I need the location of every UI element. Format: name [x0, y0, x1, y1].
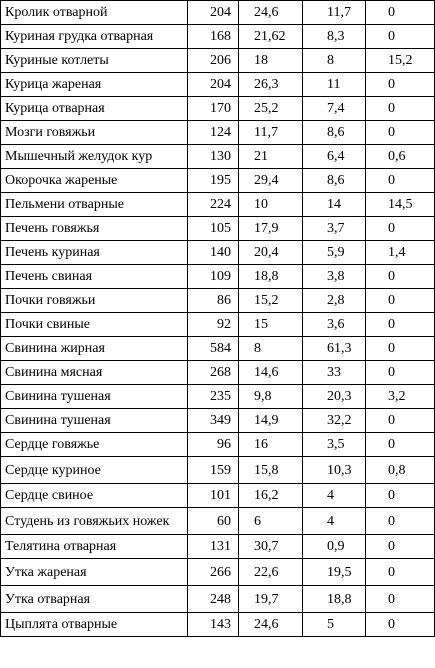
fat-cell: 5,9	[303, 241, 366, 265]
fat-cell: 61,3	[303, 337, 366, 361]
carbs-cell: 0	[366, 1, 435, 25]
carbs-cell: 0	[366, 73, 435, 97]
table-row	[1, 409, 435, 433]
protein-cell: 14,9	[239, 409, 303, 433]
protein-cell: 15	[239, 313, 303, 337]
food-name-cell: Телятина отварная	[1, 535, 188, 559]
calories-cell: 140	[188, 241, 239, 265]
table-row	[1, 385, 435, 409]
protein-cell: 26,3	[239, 73, 303, 97]
food-name-cell: Свинина мясная	[1, 361, 188, 385]
calories-cell: 349	[188, 409, 239, 433]
food-name-cell: Сердце куриное	[1, 457, 188, 484]
food-name-cell: Курица отварная	[1, 97, 188, 121]
table-row	[1, 337, 435, 361]
table-row	[1, 145, 435, 169]
food-name-cell: Мозги говяжьи	[1, 121, 188, 145]
protein-cell: 25,2	[239, 97, 303, 121]
table-row	[1, 508, 435, 535]
table-row	[1, 241, 435, 265]
carbs-cell: 0	[366, 217, 435, 241]
food-name-cell: Утка жареная	[1, 559, 188, 586]
protein-cell: 15,2	[239, 289, 303, 313]
food-name-cell: Печень свиная	[1, 265, 188, 289]
fat-cell: 11,7	[303, 1, 366, 25]
calories-cell: 268	[188, 361, 239, 385]
protein-cell: 8	[239, 337, 303, 361]
carbs-cell: 0,6	[366, 145, 435, 169]
carbs-cell: 0,8	[366, 457, 435, 484]
table-row	[1, 313, 435, 337]
calories-cell: 130	[188, 145, 239, 169]
fat-cell: 4	[303, 508, 366, 535]
carbs-cell: 0	[366, 508, 435, 535]
calories-cell: 60	[188, 508, 239, 535]
food-name-cell: Куриные котлеты	[1, 49, 188, 73]
food-name-cell: Свинина жирная	[1, 337, 188, 361]
protein-cell: 16	[239, 433, 303, 457]
carbs-cell: 0	[366, 535, 435, 559]
table-row	[1, 559, 435, 586]
carbs-cell: 0	[366, 559, 435, 586]
calories-cell: 101	[188, 484, 239, 508]
table-row	[1, 49, 435, 73]
table-row	[1, 484, 435, 508]
calories-cell: 168	[188, 25, 239, 49]
calories-cell: 96	[188, 433, 239, 457]
carbs-cell: 0	[366, 484, 435, 508]
fat-cell: 8,6	[303, 169, 366, 193]
carbs-cell: 0	[366, 586, 435, 613]
calories-cell: 131	[188, 535, 239, 559]
table-row	[1, 25, 435, 49]
table-row	[1, 97, 435, 121]
food-name-cell: Свинина тушеная	[1, 385, 188, 409]
fat-cell: 5	[303, 613, 366, 637]
protein-cell: 29,4	[239, 169, 303, 193]
fat-cell: 14	[303, 193, 366, 217]
food-name-cell: Утка отварная	[1, 586, 188, 613]
table-row	[1, 289, 435, 313]
calories-cell: 206	[188, 49, 239, 73]
carbs-cell: 0	[366, 361, 435, 385]
food-name-cell: Печень куриная	[1, 241, 188, 265]
calories-cell: 92	[188, 313, 239, 337]
fat-cell: 8	[303, 49, 366, 73]
calories-cell: 584	[188, 337, 239, 361]
protein-cell: 22,6	[239, 559, 303, 586]
table-row	[1, 193, 435, 217]
fat-cell: 32,2	[303, 409, 366, 433]
food-name-cell: Почки говяжьи	[1, 289, 188, 313]
calories-cell: 266	[188, 559, 239, 586]
carbs-cell: 0	[366, 265, 435, 289]
fat-cell: 10,3	[303, 457, 366, 484]
food-name-cell: Цыплята отварные	[1, 613, 188, 637]
food-name-cell: Печень говяжья	[1, 217, 188, 241]
fat-cell: 4	[303, 484, 366, 508]
fat-cell: 3,5	[303, 433, 366, 457]
table-row	[1, 217, 435, 241]
calories-cell: 105	[188, 217, 239, 241]
carbs-cell: 15,2	[366, 49, 435, 73]
protein-cell: 24,6	[239, 613, 303, 637]
fat-cell: 33	[303, 361, 366, 385]
food-name-cell: Курица жареная	[1, 73, 188, 97]
protein-cell: 24,6	[239, 1, 303, 25]
table-row	[1, 613, 435, 637]
protein-cell: 21,62	[239, 25, 303, 49]
protein-cell: 17,9	[239, 217, 303, 241]
table-row	[1, 361, 435, 385]
carbs-cell: 1,4	[366, 241, 435, 265]
protein-cell: 18,8	[239, 265, 303, 289]
food-name-cell: Кролик отварной	[1, 1, 188, 25]
carbs-cell: 14,5	[366, 193, 435, 217]
food-name-cell: Свинина тушеная	[1, 409, 188, 433]
calories-cell: 170	[188, 97, 239, 121]
food-name-cell: Куриная грудка отварная	[1, 25, 188, 49]
carbs-cell: 0	[366, 97, 435, 121]
protein-cell: 30,7	[239, 535, 303, 559]
carbs-cell: 0	[366, 25, 435, 49]
protein-cell: 11,7	[239, 121, 303, 145]
fat-cell: 2,8	[303, 289, 366, 313]
food-name-cell: Сердце свиное	[1, 484, 188, 508]
protein-cell: 20,4	[239, 241, 303, 265]
carbs-cell: 0	[366, 337, 435, 361]
fat-cell: 8,3	[303, 25, 366, 49]
protein-cell: 15,8	[239, 457, 303, 484]
calories-cell: 204	[188, 73, 239, 97]
table-row	[1, 535, 435, 559]
protein-cell: 10	[239, 193, 303, 217]
calories-cell: 248	[188, 586, 239, 613]
calories-cell: 195	[188, 169, 239, 193]
fat-cell: 6,4	[303, 145, 366, 169]
calories-cell: 235	[188, 385, 239, 409]
fat-cell: 3,8	[303, 265, 366, 289]
table-row	[1, 457, 435, 484]
calories-cell: 224	[188, 193, 239, 217]
fat-cell: 3,6	[303, 313, 366, 337]
table-row	[1, 433, 435, 457]
carbs-cell: 0	[366, 121, 435, 145]
carbs-cell: 0	[366, 289, 435, 313]
calories-cell: 109	[188, 265, 239, 289]
fat-cell: 8,6	[303, 121, 366, 145]
food-name-cell: Студень из говяжьих ножек	[1, 508, 188, 535]
fat-cell: 0,9	[303, 535, 366, 559]
table-row	[1, 586, 435, 613]
food-name-cell: Сердце говяжье	[1, 433, 188, 457]
calories-cell: 159	[188, 457, 239, 484]
table-row	[1, 1, 435, 25]
protein-cell: 9,8	[239, 385, 303, 409]
protein-cell: 16,2	[239, 484, 303, 508]
fat-cell: 19,5	[303, 559, 366, 586]
calories-cell: 204	[188, 1, 239, 25]
protein-cell: 6	[239, 508, 303, 535]
protein-cell: 14,6	[239, 361, 303, 385]
carbs-cell: 0	[366, 313, 435, 337]
fat-cell: 18,8	[303, 586, 366, 613]
protein-cell: 21	[239, 145, 303, 169]
food-name-cell: Мышечный желудок кур	[1, 145, 188, 169]
food-name-cell: Окорочка жареные	[1, 169, 188, 193]
carbs-cell: 3,2	[366, 385, 435, 409]
food-name-cell: Почки свиные	[1, 313, 188, 337]
fat-cell: 7,4	[303, 97, 366, 121]
fat-cell: 3,7	[303, 217, 366, 241]
food-name-cell: Пельмени отварные	[1, 193, 188, 217]
carbs-cell: 0	[366, 409, 435, 433]
protein-cell: 19,7	[239, 586, 303, 613]
calories-cell: 124	[188, 121, 239, 145]
table-row	[1, 73, 435, 97]
calories-cell: 143	[188, 613, 239, 637]
carbs-cell: 0	[366, 169, 435, 193]
table-row	[1, 265, 435, 289]
table-row	[1, 169, 435, 193]
carbs-cell: 0	[366, 613, 435, 637]
protein-cell: 18	[239, 49, 303, 73]
carbs-cell: 0	[366, 433, 435, 457]
fat-cell: 20,3	[303, 385, 366, 409]
calories-cell: 86	[188, 289, 239, 313]
fat-cell: 11	[303, 73, 366, 97]
table-row	[1, 121, 435, 145]
